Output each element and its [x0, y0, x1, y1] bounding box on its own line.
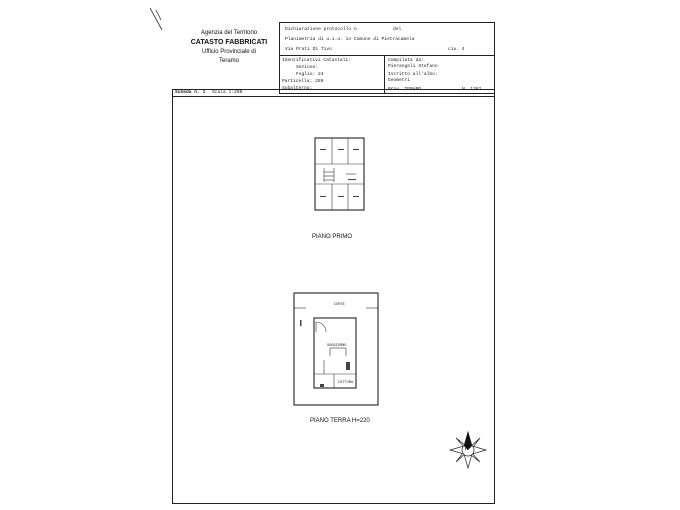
- identificativi-label: Identificativi Catastali:: [282, 58, 351, 63]
- civ-label: civ. 4: [448, 47, 465, 52]
- ufficio-label: Ufficio Provinciale di: [202, 49, 256, 55]
- piano-terra-plan: [290, 290, 380, 410]
- north-label: N: [465, 446, 469, 452]
- scheda-label: Scheda n. 1: [175, 90, 206, 95]
- piano-terra-title: PIANO TERRA H=220: [310, 418, 370, 424]
- agency-name: Agenzia del Territorio: [200, 30, 258, 36]
- corte-label: CORTE: [334, 303, 345, 307]
- prov-label: Prov. TERAMO: [388, 87, 422, 92]
- soggiorno-label: SOGGIORNO: [327, 344, 347, 348]
- piano-primo-plan: [310, 134, 370, 214]
- particella-label: Particella: 289: [282, 79, 324, 84]
- piano-primo-title: PIANO PRIMO: [312, 234, 353, 240]
- sezione-label: Sezione:: [296, 65, 319, 70]
- agency-block: [165, 30, 277, 64]
- scala-label: Scala 1:200: [212, 90, 243, 95]
- via-label: Via Prati Di Tivo: [285, 47, 332, 52]
- scheda-divider: [172, 96, 495, 97]
- header-divider-1: [279, 55, 495, 56]
- numero-label: N. 1282: [462, 87, 482, 92]
- cottura-label: COTTURA: [338, 381, 354, 385]
- albo-label: Geometri: [388, 78, 411, 83]
- compilatore-name: Pierangeli Stefano: [388, 64, 438, 69]
- province-label: Teramo: [218, 58, 239, 64]
- planimetria-label: Planimetria di u.i.u. in Comune di Pietracamela: [285, 37, 415, 42]
- compilata-label: Compilata da:: [388, 58, 424, 63]
- iscritto-label: Iscritto all'albo:: [388, 72, 438, 77]
- dichiarazione-label: Dichiarazione protocollo n.: [285, 27, 360, 32]
- del-label: del: [393, 27, 402, 32]
- catasto-title: CATASTO FABBRICATI: [190, 39, 268, 46]
- foglio-label: Foglio: 24: [296, 72, 324, 77]
- subalterno-label: Subalterno:: [282, 86, 313, 91]
- header-left-tick: [279, 35, 280, 55]
- scheda-tick: [172, 89, 173, 96]
